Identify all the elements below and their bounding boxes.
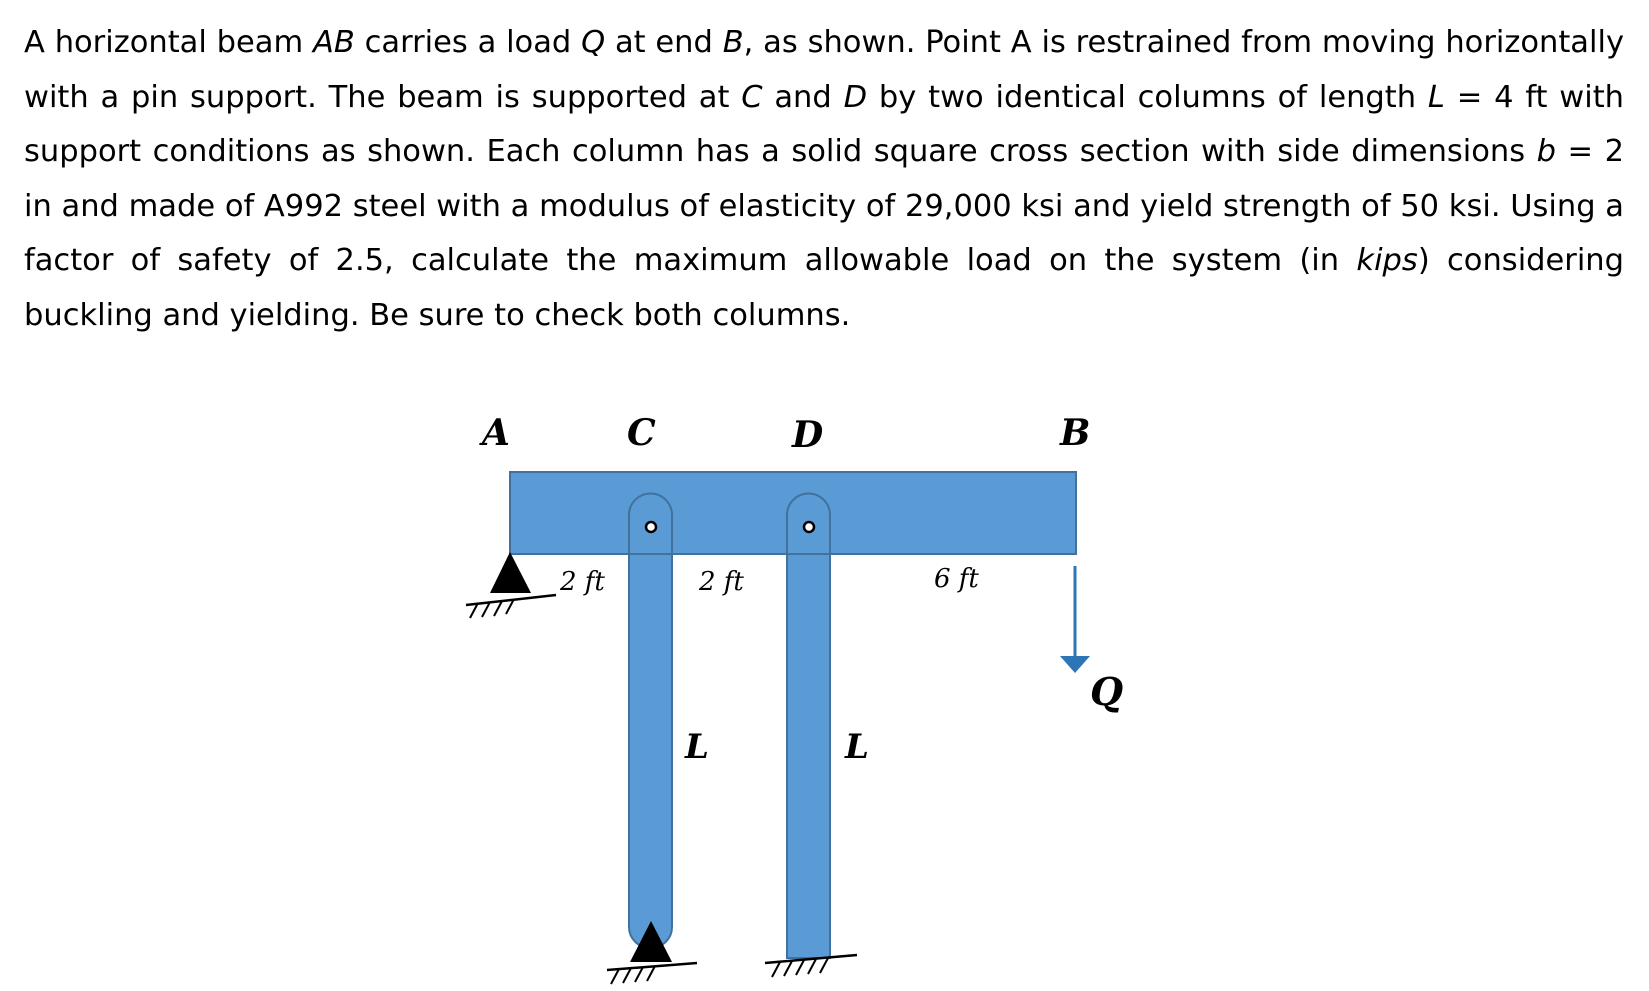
dimension-cd: 2 ft <box>699 567 744 597</box>
text-run: at end <box>605 25 723 60</box>
point-d-symbol: D <box>843 79 868 115</box>
load-symbol: Q <box>581 25 606 60</box>
point-b-symbol: B <box>722 25 744 60</box>
beam-name: AB <box>313 25 355 60</box>
unit-kips: kips <box>1356 243 1418 278</box>
text-run: = 4 ft with support conditions as shown. Each column has a solid square cross section with side dimensions <box>24 79 1625 169</box>
beam-ab <box>510 472 1076 554</box>
text-run: A horizontal beam <box>24 25 313 60</box>
pin-c-icon <box>646 522 656 532</box>
label-length-column-c: L <box>685 727 709 767</box>
column-c <box>629 494 672 948</box>
load-arrow-icon <box>1060 566 1090 673</box>
fixed-support-d-icon <box>765 955 857 977</box>
label-load-q: Q <box>1090 669 1124 714</box>
column-d <box>787 493 830 958</box>
dimension-ac: 2 ft <box>560 567 605 597</box>
label-point-d: D <box>792 414 824 456</box>
label-point-b: B <box>1060 412 1091 454</box>
point-c-symbol: C <box>741 79 763 115</box>
pin-support-a-icon <box>466 552 556 618</box>
text-run: = 2 in and made of A992 steel with a modulus of elasticity of 29,000 ksi and yield strength of 50 ksi. Using a factor of safety of 2.5, calculate the maximum allowable load on the system (in <box>24 134 1624 278</box>
label-length-column-d: L <box>845 727 869 767</box>
text-run: by two identical columns of length <box>867 79 1428 115</box>
dimension-db: 6 ft <box>934 564 979 594</box>
text-run: carries a load <box>354 25 582 60</box>
text-run: , as shown. Point A is restrained from moving horizontally with a pin support. The beam is supported at <box>24 25 1624 115</box>
label-point-a: A <box>482 412 510 454</box>
text-run: ) considering buckling and yielding. Be sure to check both columns. <box>24 243 1624 333</box>
side-symbol: b <box>1536 134 1557 169</box>
pin-support-c-icon <box>607 921 697 984</box>
label-point-c: C <box>627 412 656 454</box>
pin-d-icon <box>804 522 814 532</box>
length-symbol: L <box>1427 79 1445 115</box>
text-run: and <box>762 79 844 115</box>
